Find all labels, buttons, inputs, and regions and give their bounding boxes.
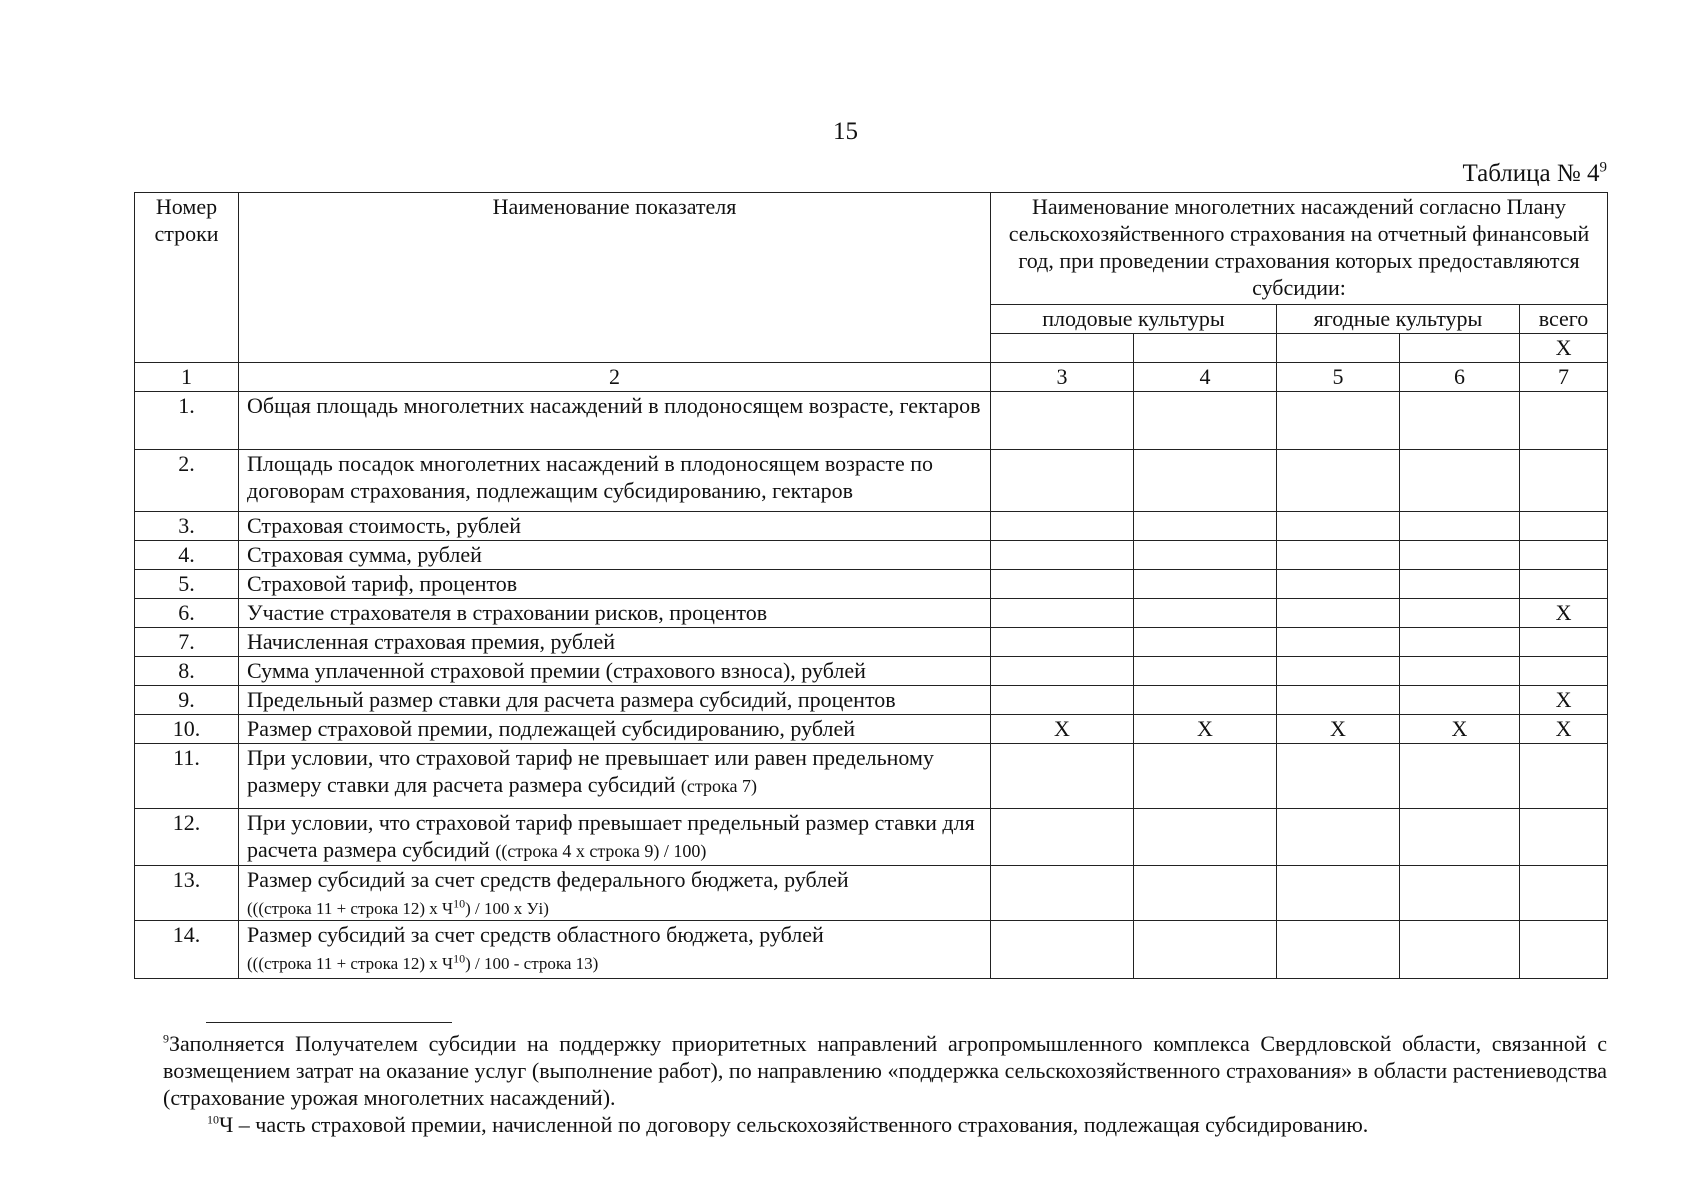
header-indicator-name: Наименование показателя — [239, 193, 991, 363]
row-name — [239, 744, 991, 809]
row-cell — [1520, 392, 1608, 450]
row-number: 6. — [135, 599, 239, 628]
row-formula-part: (((строка 11 + строка 12) х Ч — [247, 899, 454, 918]
row-cell — [1134, 541, 1277, 570]
row-name-text: Размер субсидий за счет средств областного бюджета, рублей — [247, 922, 824, 947]
row-cell — [1277, 392, 1400, 450]
row-cell — [1134, 450, 1277, 512]
row-name: Участие страхователя в страховании рисков, процентов — [239, 599, 991, 628]
footnote-text: Ч – часть страховой премии, начисленной по договору сельскохозяйственного страхования, подлежащая субсидированию. — [219, 1112, 1369, 1137]
header-subcell — [1400, 334, 1520, 363]
row-cell — [1400, 541, 1520, 570]
row-cell — [1134, 657, 1277, 686]
row-number: 2. — [135, 450, 239, 512]
row-cell — [1134, 392, 1277, 450]
row-cell — [1134, 570, 1277, 599]
table-row — [135, 809, 1608, 866]
row-number: 14. — [135, 921, 239, 979]
row-cell: Х — [1520, 715, 1608, 744]
row-number: 1. — [135, 392, 239, 450]
table-row — [135, 686, 1608, 715]
row-name: Размер страховой премии, подлежащей субсидированию, рублей — [239, 715, 991, 744]
row-cell — [1400, 686, 1520, 715]
row-cell — [1277, 599, 1400, 628]
row-cell — [1400, 921, 1520, 979]
row-cell — [1277, 657, 1400, 686]
row-name — [239, 921, 991, 979]
table-row — [135, 599, 1608, 628]
row-cell — [1134, 921, 1277, 979]
row-formula: ((строка 4 х строка 9) / 100) — [495, 841, 707, 861]
row-cell — [1277, 570, 1400, 599]
table-row — [135, 921, 1608, 979]
row-cell — [991, 541, 1134, 570]
row-formula — [247, 896, 549, 919]
header-fruit-crops: плодовые культуры — [991, 305, 1277, 334]
row-formula — [247, 951, 599, 974]
row-name: Страховой тариф, процентов — [239, 570, 991, 599]
table-row — [135, 715, 1608, 744]
row-cell — [991, 657, 1134, 686]
row-name — [239, 866, 991, 921]
column-numbers-row — [135, 363, 1608, 392]
row-cell — [1400, 599, 1520, 628]
indicators-table — [134, 192, 1608, 979]
page-number: 15 — [833, 118, 858, 145]
table-caption-number: 4 — [1587, 160, 1600, 187]
row-cell — [1520, 866, 1608, 921]
row-name — [239, 809, 991, 866]
header-subcell — [1277, 334, 1400, 363]
header-berry-crops: ягодные культуры — [1277, 305, 1520, 334]
row-cell — [991, 392, 1134, 450]
row-number: 9. — [135, 686, 239, 715]
header-subcell — [991, 334, 1134, 363]
table-row — [135, 570, 1608, 599]
column-number: 4 — [1134, 363, 1277, 392]
row-name: Начисленная страховая премия, рублей — [239, 628, 991, 657]
row-cell — [991, 809, 1134, 866]
row-number: 11. — [135, 744, 239, 809]
row-cell — [1520, 657, 1608, 686]
row-cell: Х — [1520, 686, 1608, 715]
table-row — [135, 866, 1608, 921]
row-name: Площадь посадок многолетних насаждений в плодоносящем возрасте по договорам страхования, подлежащим субсидированию, гектаров — [239, 450, 991, 512]
row-cell: Х — [1520, 599, 1608, 628]
row-cell — [1520, 450, 1608, 512]
table-row — [135, 541, 1608, 570]
table-caption-label: Таблица № — [1462, 160, 1581, 187]
row-number: 13. — [135, 866, 239, 921]
row-cell — [1520, 809, 1608, 866]
row-cell — [991, 744, 1134, 809]
row-number: 10. — [135, 715, 239, 744]
row-cell — [1400, 450, 1520, 512]
row-formula-footnote-ref: 10 — [453, 896, 466, 911]
table-row — [135, 392, 1608, 450]
row-formula: (строка 7) — [680, 776, 757, 796]
row-cell — [1520, 570, 1608, 599]
row-cell: Х — [991, 715, 1134, 744]
table-caption — [1462, 160, 1607, 188]
row-cell — [991, 628, 1134, 657]
row-cell — [1277, 921, 1400, 979]
table-row — [135, 628, 1608, 657]
row-cell: Х — [1400, 715, 1520, 744]
row-cell — [1400, 570, 1520, 599]
header-total-mark: Х — [1520, 334, 1608, 363]
row-cell — [991, 866, 1134, 921]
row-cell — [1400, 866, 1520, 921]
footnote-text: Заполняется Получателем субсидии на поддержку приоритетных направлений агропромышленного комплекса Свердловской области, связанной с возмещением затрат на оказание услуг (выполнение работ), по направлению «поддержка сельскохозяйственного страхования» в области растениеводства (страхование урожая многолетних насаждений). — [163, 1031, 1607, 1110]
row-cell — [1520, 541, 1608, 570]
row-name: Общая площадь многолетних насаждений в плодоносящем возрасте, гектаров — [239, 392, 991, 450]
row-cell — [1277, 809, 1400, 866]
row-cell — [1134, 809, 1277, 866]
row-cell: Х — [1134, 715, 1277, 744]
row-cell — [1400, 657, 1520, 686]
column-number: 3 — [991, 363, 1134, 392]
footnotes — [163, 1030, 1607, 1138]
row-cell — [1277, 744, 1400, 809]
row-cell — [1134, 866, 1277, 921]
row-cell — [991, 512, 1134, 541]
row-cell — [1520, 921, 1608, 979]
row-cell — [1400, 392, 1520, 450]
row-cell — [1277, 450, 1400, 512]
row-cell — [991, 921, 1134, 979]
footnote-10 — [163, 1111, 1607, 1138]
row-name-text: При условии, что страховой тариф не превышает или равен предельному размеру ставки для расчета размера субсидий — [247, 745, 934, 797]
row-number: 7. — [135, 628, 239, 657]
row-cell — [1400, 512, 1520, 541]
row-number: 4. — [135, 541, 239, 570]
row-name-text: Размер субсидий за счет средств федерального бюджета, рублей — [247, 867, 849, 892]
row-cell — [1134, 686, 1277, 715]
header-row-number: Номер строки — [135, 193, 239, 363]
row-cell — [1134, 628, 1277, 657]
row-name: Сумма уплаченной страховой премии (страхового взноса), рублей — [239, 657, 991, 686]
row-cell — [1277, 512, 1400, 541]
column-number: 1 — [135, 363, 239, 392]
column-number: 6 — [1400, 363, 1520, 392]
row-cell — [1134, 599, 1277, 628]
row-cell — [991, 686, 1134, 715]
row-formula-part: ) / 100 - строка 13) — [465, 954, 599, 973]
row-cell — [1134, 512, 1277, 541]
row-cell — [1277, 628, 1400, 657]
row-cell — [1277, 541, 1400, 570]
row-cell — [1134, 744, 1277, 809]
row-cell — [1400, 628, 1520, 657]
row-cell — [991, 450, 1134, 512]
footnote-mark: 10 — [207, 1112, 219, 1127]
row-name: Страховая стоимость, рублей — [239, 512, 991, 541]
row-cell — [1277, 866, 1400, 921]
row-name-text: При условии, что страховой тариф превышает предельный размер ставки для расчета размера субсидий — [247, 810, 975, 862]
row-cell — [1520, 512, 1608, 541]
column-number: 7 — [1520, 363, 1608, 392]
header-plantings: Наименование многолетних насаждений согласно Плану сельскохозяйственного страхования на отчетный финансовый год, при проведении страхования которых предоставляются субсидии: — [991, 193, 1608, 305]
header-total: всего — [1520, 305, 1608, 334]
row-name: Предельный размер ставки для расчета размера субсидий, процентов — [239, 686, 991, 715]
footnote-9 — [163, 1030, 1607, 1111]
footnote-mark: 9 — [163, 1031, 169, 1046]
row-cell — [1520, 628, 1608, 657]
table-row — [135, 744, 1608, 809]
table-row — [135, 450, 1608, 512]
row-cell — [1400, 744, 1520, 809]
row-cell — [1277, 686, 1400, 715]
row-cell — [1400, 809, 1520, 866]
column-number: 2 — [239, 363, 991, 392]
row-number: 12. — [135, 809, 239, 866]
row-formula-footnote-ref: 10 — [453, 951, 466, 966]
row-cell — [991, 570, 1134, 599]
row-name: Страховая сумма, рублей — [239, 541, 991, 570]
row-number: 5. — [135, 570, 239, 599]
row-cell — [1520, 744, 1608, 809]
row-number: 8. — [135, 657, 239, 686]
table-caption-footnote-ref: 9 — [1599, 159, 1607, 176]
row-formula-part: (((строка 11 + строка 12) х Ч — [247, 954, 454, 973]
footnote-separator — [206, 1022, 452, 1023]
row-number: 3. — [135, 512, 239, 541]
row-cell: Х — [1277, 715, 1400, 744]
table-row — [135, 657, 1608, 686]
table-row — [135, 512, 1608, 541]
column-number: 5 — [1277, 363, 1400, 392]
row-cell — [991, 599, 1134, 628]
header-subcell — [1134, 334, 1277, 363]
row-formula-part: ) / 100 х Уi) — [465, 899, 549, 918]
